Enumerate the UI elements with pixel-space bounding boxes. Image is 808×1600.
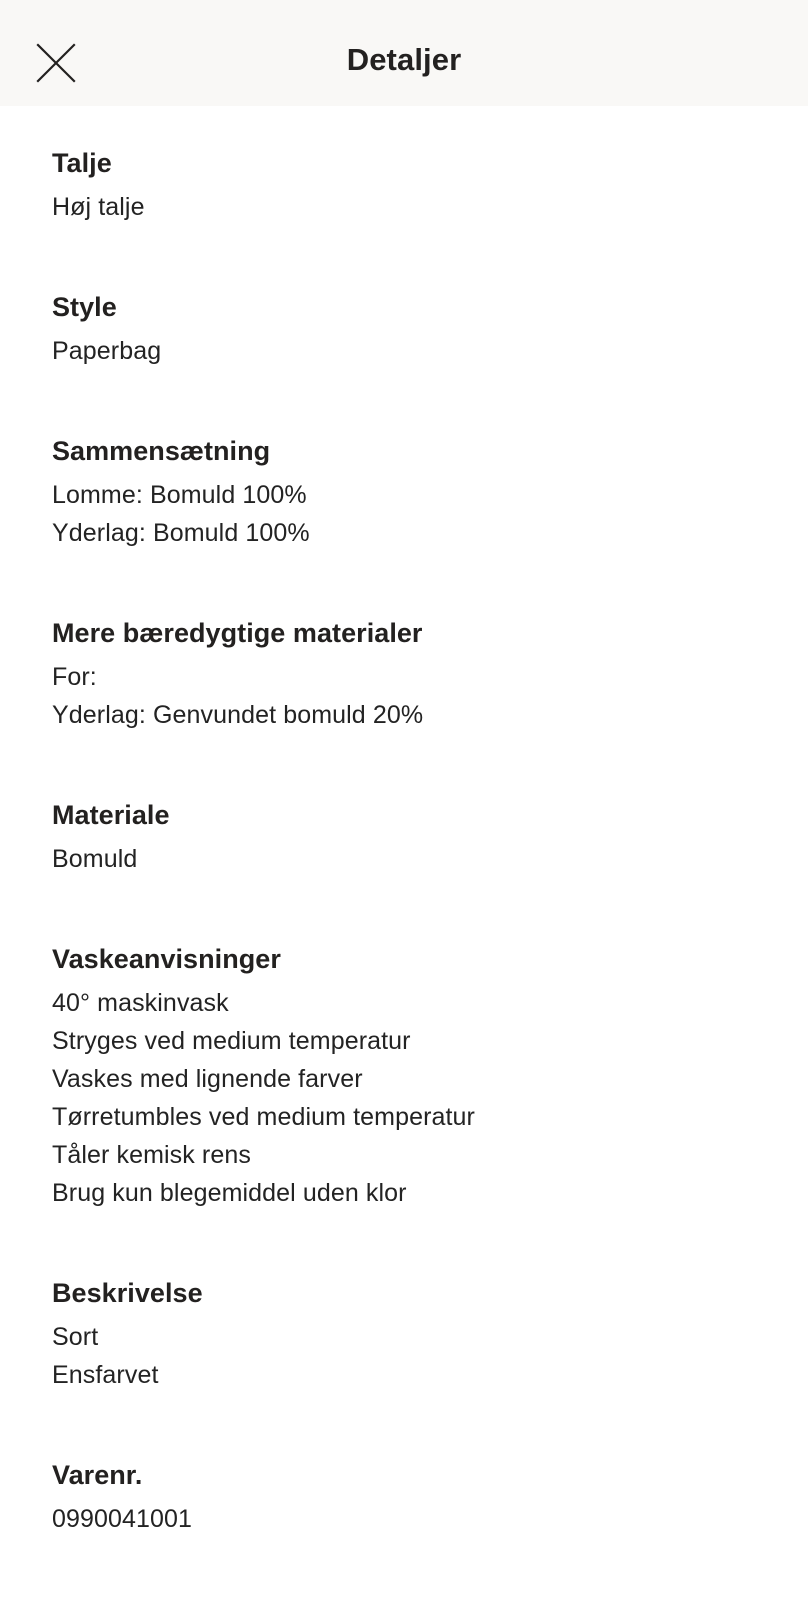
section-line: For:	[52, 663, 97, 691]
section-line: Ensfarvet	[52, 1361, 159, 1389]
section-line: Paperbag	[52, 337, 162, 365]
section-heading: Sammensætning	[52, 436, 271, 466]
detail-section	[52, 434, 756, 552]
section-line: 40° maskinvask	[52, 989, 229, 1017]
page-title: Detaljer	[346, 42, 462, 77]
section-heading: Vaskeanvisninger	[52, 944, 281, 974]
detail-section	[52, 798, 756, 878]
detail-section	[52, 1276, 756, 1394]
modal-header	[0, 0, 808, 106]
section-line: Høj talje	[52, 193, 145, 221]
section-heading: Varenr.	[52, 1460, 143, 1490]
detail-section	[52, 290, 756, 370]
details-list	[0, 106, 808, 1538]
section-line: Stryges ved medium temperatur	[52, 1027, 411, 1055]
section-line: Tåler kemisk rens	[52, 1141, 251, 1169]
section-heading: Materiale	[52, 800, 170, 830]
section-heading: Style	[52, 292, 117, 322]
section-heading: Mere bæredygtige materialer	[52, 618, 423, 648]
detail-section	[52, 146, 756, 226]
detail-section	[52, 616, 756, 734]
section-line: Lomme: Bomuld 100%	[52, 481, 307, 509]
section-line: Bomuld	[52, 845, 138, 873]
section-line: Brug kun blegemiddel uden klor	[52, 1179, 407, 1207]
detail-section	[52, 1458, 756, 1538]
section-heading: Beskrivelse	[52, 1278, 203, 1308]
detail-section	[52, 942, 756, 1212]
section-line: 0990041001	[52, 1505, 193, 1533]
section-line: Sort	[52, 1323, 99, 1351]
section-heading: Talje	[52, 148, 112, 178]
section-line: Yderlag: Genvundet bomuld 20%	[52, 701, 424, 729]
section-line: Vaskes med lignende farver	[52, 1065, 363, 1093]
section-line: Tørretumbles ved medium temperatur	[52, 1103, 475, 1131]
section-line: Yderlag: Bomuld 100%	[52, 519, 310, 547]
